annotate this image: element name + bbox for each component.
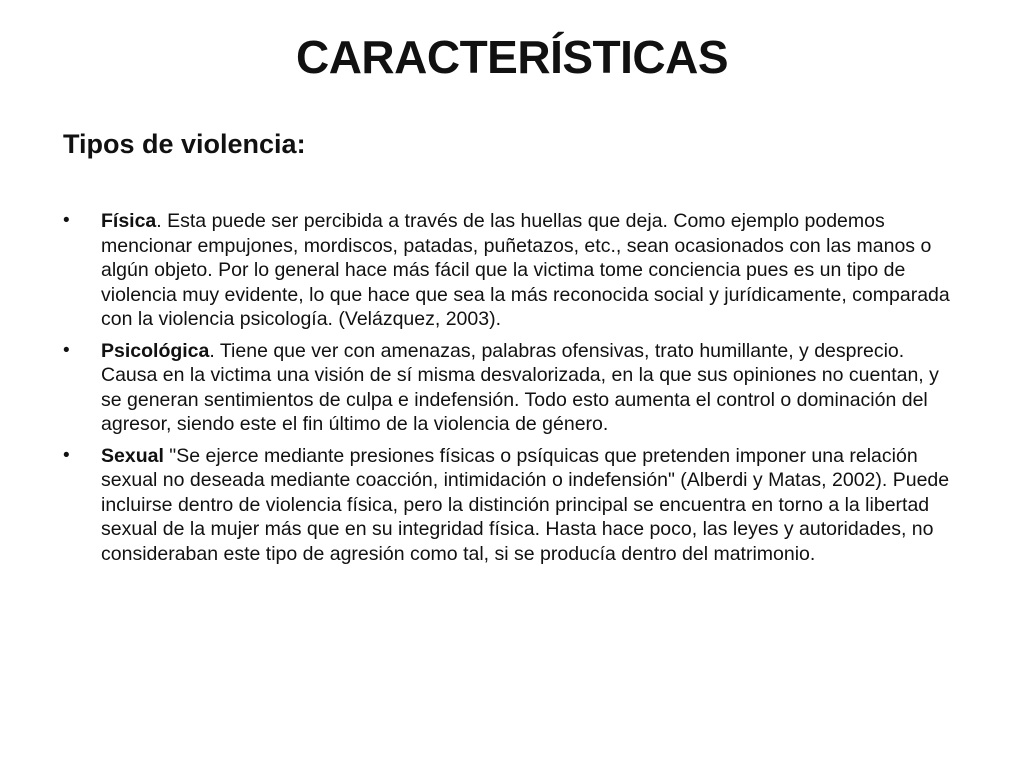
bullet-item-sexual xyxy=(63,444,963,567)
bullet-item-fisica xyxy=(63,209,963,332)
bullet-term: Sexual xyxy=(101,444,164,467)
bullet-text: "Se ejerce mediante presiones físicas o psíquicas que pretenden imponer una relación sexual no deseada mediante coacción, intimidación o indefensión" (Alberdi y Matas, 2002). Puede incluirse dentro de violencia física, pero la distinción principal se encuentra en torno a la libertad sexual de la mujer más que en su integridad física. Hasta hace poco, las leyes y autoridades, no consideraban este tipo de agresión como tal, si se producía dentro del matrimonio. xyxy=(101,444,950,565)
bullet-list xyxy=(63,209,963,573)
bullet-icon: • xyxy=(63,210,70,231)
bullet-item-psicologica xyxy=(63,339,963,437)
slide-subtitle: Tipos de violencia: xyxy=(63,129,306,159)
slide-title: CARACTERÍSTICAS xyxy=(295,31,729,83)
bullet-text: . Tiene que ver con amenazas, palabras ofensivas, trato humillante, y desprecio. Causa en la victima una visión de sí misma desvalorizada, en la que sus opiniones no cuentan, y se generan sentimientos de culpa e indefensión. Todo esto aumenta el control o dominación del agresor, siendo este el fin último de la violencia de género. xyxy=(101,339,939,435)
bullet-icon: • xyxy=(63,444,70,466)
bullet-icon: • xyxy=(63,339,70,361)
bullet-term: Psicológica xyxy=(101,339,210,362)
bullet-text: . Esta puede ser percibida a través de las huellas que deja. Como ejemplo podemos mencionar empujones, mordiscos, patadas, puñetazos, etc., sean ocasionados con las manos o algún objeto. Por lo general hace más fácil que la victima tome conciencia pues es un tipo de violencia muy evidente, lo que hace que sea la más reconocida social y jurídicamente, comparada con la violencia psicología. (Velázquez, 2003). xyxy=(101,210,950,330)
bullet-term: Física xyxy=(101,210,157,232)
